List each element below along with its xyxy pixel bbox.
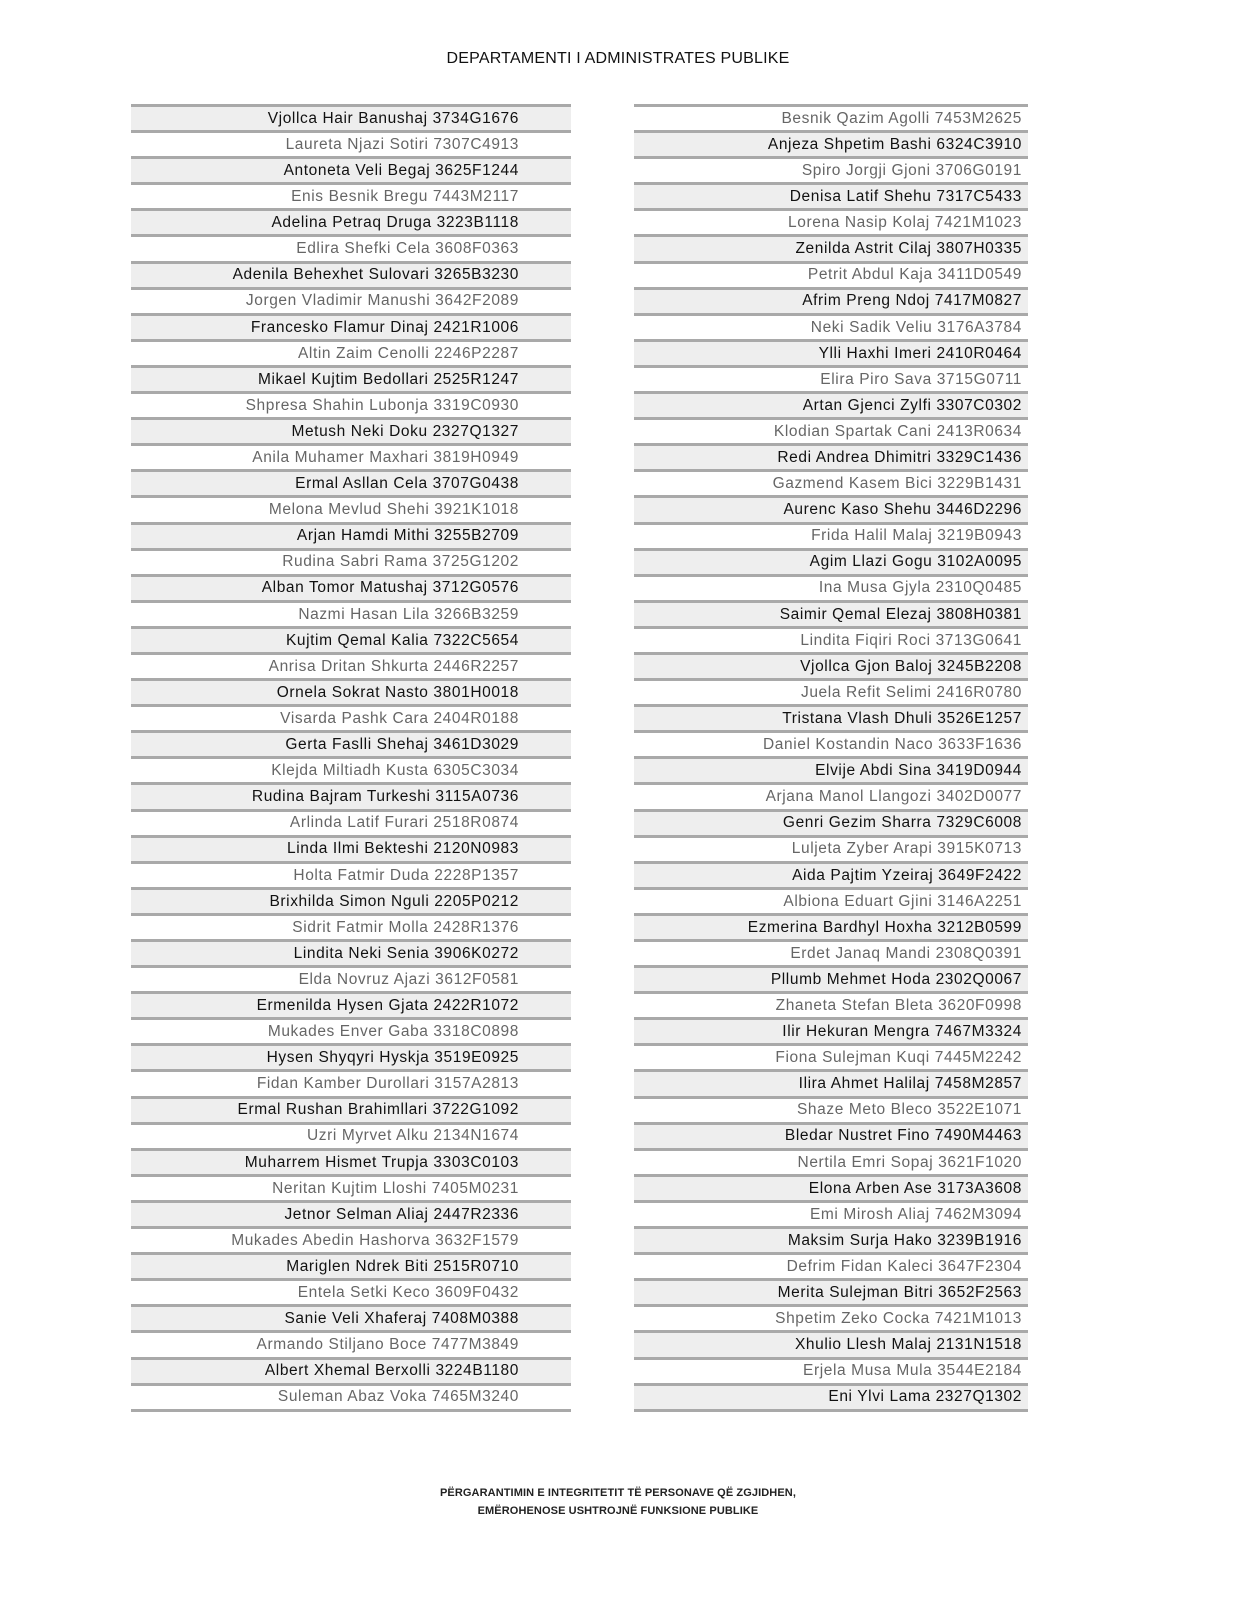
list-item: Artan Gjenci Zylfi 3307C0302 [634,391,1028,417]
list-item: Sidrit Fatmir Molla 2428R1376 [131,913,571,939]
list-item: Anila Muhamer Maxhari 3819H0949 [131,443,571,469]
footer-line-2: EMËROHENOSE USHTROJNË FUNKSIONE PUBLIKE [477,1505,759,1517]
list-item: Edlira Shefki Cela 3608F0363 [131,234,571,260]
list-item: Spiro Jorgji Gjoni 3706G0191 [634,156,1028,182]
list-item: Ilira Ahmet Halilaj 7458M2857 [634,1069,1028,1095]
list-item: Enis Besnik Bregu 7443M2117 [131,182,571,208]
list-item: Holta Fatmir Duda 2228P1357 [131,861,571,887]
list-item: Elona Arben Ase 3173A3608 [634,1174,1028,1200]
list-item: Ermenilda Hysen Gjata 2422R1072 [131,991,571,1017]
list-item: Afrim Preng Ndoj 7417M0827 [634,287,1028,313]
list-item: Xhulio Llesh Malaj 2131N1518 [634,1330,1028,1356]
list-item: Arjan Hamdi Mithi 3255B2709 [131,522,571,548]
list-item: Elira Piro Sava 3715G0711 [634,365,1028,391]
list-item: Jorgen Vladimir Manushi 3642F2089 [131,287,571,313]
list-item: Saimir Qemal Elezaj 3808H0381 [634,600,1028,626]
list-item: Elvije Abdi Sina 3419D0944 [634,756,1028,782]
list-item: Gazmend Kasem Bici 3229B1431 [634,469,1028,495]
list-item: Metush Neki Doku 2327Q1327 [131,417,571,443]
list-item: Neki Sadik Veliu 3176A3784 [634,313,1028,339]
list-item: Mukades Enver Gaba 3318C0898 [131,1017,571,1043]
list-item: Ermal Rushan Brahimllari 3722G1092 [131,1096,571,1122]
list-item: Vjollca Gjon Baloj 3245B2208 [634,652,1028,678]
list-item: Merita Sulejman Bitri 3652F2563 [634,1278,1028,1304]
page-footer [0,1484,1236,1520]
list-item: Armando Stiljano Boce 7477M3849 [131,1330,571,1356]
list-item: Defrim Fidan Kaleci 3647F2304 [634,1252,1028,1278]
left-name-list [131,104,571,1412]
list-item: Adelina Petraq Druga 3223B1118 [131,208,571,234]
list-item: Visarda Pashk Cara 2404R0188 [131,704,571,730]
footer-line-1: PËRGARANTIMIN E INTEGRITETIT TË PERSONAVE QË ZGJIDHEN, [439,1487,796,1499]
list-item: Alban Tomor Matushaj 3712G0576 [131,574,571,600]
list-item: Kujtim Qemal Kalia 7322C5654 [131,626,571,652]
list-item: Petrit Abdul Kaja 3411D0549 [634,261,1028,287]
list-item: Redi Andrea Dhimitri 3329C1436 [634,443,1028,469]
list-item: Uzri Myrvet Alku 2134N1674 [131,1122,571,1148]
list-item: Zhaneta Stefan Bleta 3620F0998 [634,991,1028,1017]
list-item: Klodian Spartak Cani 2413R0634 [634,417,1028,443]
list-item: Mukades Abedin Hashorva 3632F1579 [131,1226,571,1252]
list-item: Nazmi Hasan Lila 3266B3259 [131,600,571,626]
list-item: Emi Mirosh Aliaj 7462M3094 [634,1200,1028,1226]
list-item: Klejda Miltiadh Kusta 6305C3034 [131,756,571,782]
list-item: Pllumb Mehmet Hoda 2302Q0067 [634,965,1028,991]
list-item: Fiona Sulejman Kuqi 7445M2242 [634,1043,1028,1069]
page-title: DEPARTAMENTI I ADMINISTRATES PUBLIKE [446,50,790,67]
list-item: Ylli Haxhi Imeri 2410R0464 [634,339,1028,365]
list-item: Aida Pajtim Yzeiraj 3649F2422 [634,861,1028,887]
list-item: Ornela Sokrat Nasto 3801H0018 [131,678,571,704]
list-item: Arlinda Latif Furari 2518R0874 [131,809,571,835]
list-item: Zenilda Astrit Cilaj 3807H0335 [634,234,1028,260]
list-item: Tristana Vlash Dhuli 3526E1257 [634,704,1028,730]
list-item: Gerta Faslli Shehaj 3461D3029 [131,730,571,756]
list-item: Luljeta Zyber Arapi 3915K0713 [634,835,1028,861]
list-item: Genri Gezim Sharra 7329C6008 [634,809,1028,835]
list-item: Daniel Kostandin Naco 3633F1636 [634,730,1028,756]
list-item: Ezmerina Bardhyl Hoxha 3212B0599 [634,913,1028,939]
list-item: Mikael Kujtim Bedollari 2525R1247 [131,365,571,391]
list-item: Antoneta Veli Begaj 3625F1244 [131,156,571,182]
list-item: Shpetim Zeko Cocka 7421M1013 [634,1304,1028,1330]
list-item: Jetnor Selman Aliaj 2447R2336 [131,1200,571,1226]
list-item: Lorena Nasip Kolaj 7421M1023 [634,208,1028,234]
list-item: Arjana Manol Llangozi 3402D0077 [634,782,1028,808]
list-item: Melona Mevlud Shehi 3921K1018 [131,495,571,521]
list-item: Laureta Njazi Sotiri 7307C4913 [131,130,571,156]
list-item: Lindita Fiqiri Roci 3713G0641 [634,626,1028,652]
list-item: Adenila Behexhet Sulovari 3265B3230 [131,261,571,287]
list-item: Nertila Emri Sopaj 3621F1020 [634,1148,1028,1174]
list-item: Suleman Abaz Voka 7465M3240 [131,1383,571,1412]
list-item: Albiona Eduart Gjini 3146A2251 [634,887,1028,913]
list-item: Erdet Janaq Mandi 2308Q0391 [634,939,1028,965]
list-item: Altin Zaim Cenolli 2246P2287 [131,339,571,365]
list-item: Rudina Bajram Turkeshi 3115A0736 [131,782,571,808]
list-item: Erjela Musa Mula 3544E2184 [634,1357,1028,1383]
list-item: Elda Novruz Ajazi 3612F0581 [131,965,571,991]
list-item: Lindita Neki Senia 3906K0272 [131,939,571,965]
list-item: Fidan Kamber Durollari 3157A2813 [131,1069,571,1095]
list-item: Agim Llazi Gogu 3102A0095 [634,548,1028,574]
list-item: Anjeza Shpetim Bashi 6324C3910 [634,130,1028,156]
list-item: Linda Ilmi Bekteshi 2120N0983 [131,835,571,861]
list-item: Juela Refit Selimi 2416R0780 [634,678,1028,704]
right-name-list [634,104,1028,1412]
list-item: Vjollca Hair Banushaj 3734G1676 [131,104,571,130]
list-item: Brixhilda Simon Nguli 2205P0212 [131,887,571,913]
list-item: Muharrem Hismet Trupja 3303C0103 [131,1148,571,1174]
list-item: Ina Musa Gjyla 2310Q0485 [634,574,1028,600]
list-item: Neritan Kujtim Lloshi 7405M0231 [131,1174,571,1200]
list-item: Shaze Meto Bleco 3522E1071 [634,1096,1028,1122]
list-item: Maksim Surja Hako 3239B1916 [634,1226,1028,1252]
list-item: Francesko Flamur Dinaj 2421R1006 [131,313,571,339]
list-item: Sanie Veli Xhaferaj 7408M0388 [131,1304,571,1330]
list-item: Besnik Qazim Agolli 7453M2625 [634,104,1028,130]
list-item: Anrisa Dritan Shkurta 2446R2257 [131,652,571,678]
list-item: Ermal Asllan Cela 3707G0438 [131,469,571,495]
list-item: Rudina Sabri Rama 3725G1202 [131,548,571,574]
list-item: Shpresa Shahin Lubonja 3319C0930 [131,391,571,417]
list-item: Denisa Latif Shehu 7317C5433 [634,182,1028,208]
list-item: Frida Halil Malaj 3219B0943 [634,522,1028,548]
list-item: Bledar Nustret Fino 7490M4463 [634,1122,1028,1148]
list-item: Hysen Shyqyri Hyskja 3519E0925 [131,1043,571,1069]
list-item: Aurenc Kaso Shehu 3446D2296 [634,495,1028,521]
list-item: Eni Ylvi Lama 2327Q1302 [634,1383,1028,1412]
list-item: Albert Xhemal Berxolli 3224B1180 [131,1357,571,1383]
list-item: Mariglen Ndrek Biti 2515R0710 [131,1252,571,1278]
list-item: Entela Setki Keco 3609F0432 [131,1278,571,1304]
list-item: Ilir Hekuran Mengra 7467M3324 [634,1017,1028,1043]
